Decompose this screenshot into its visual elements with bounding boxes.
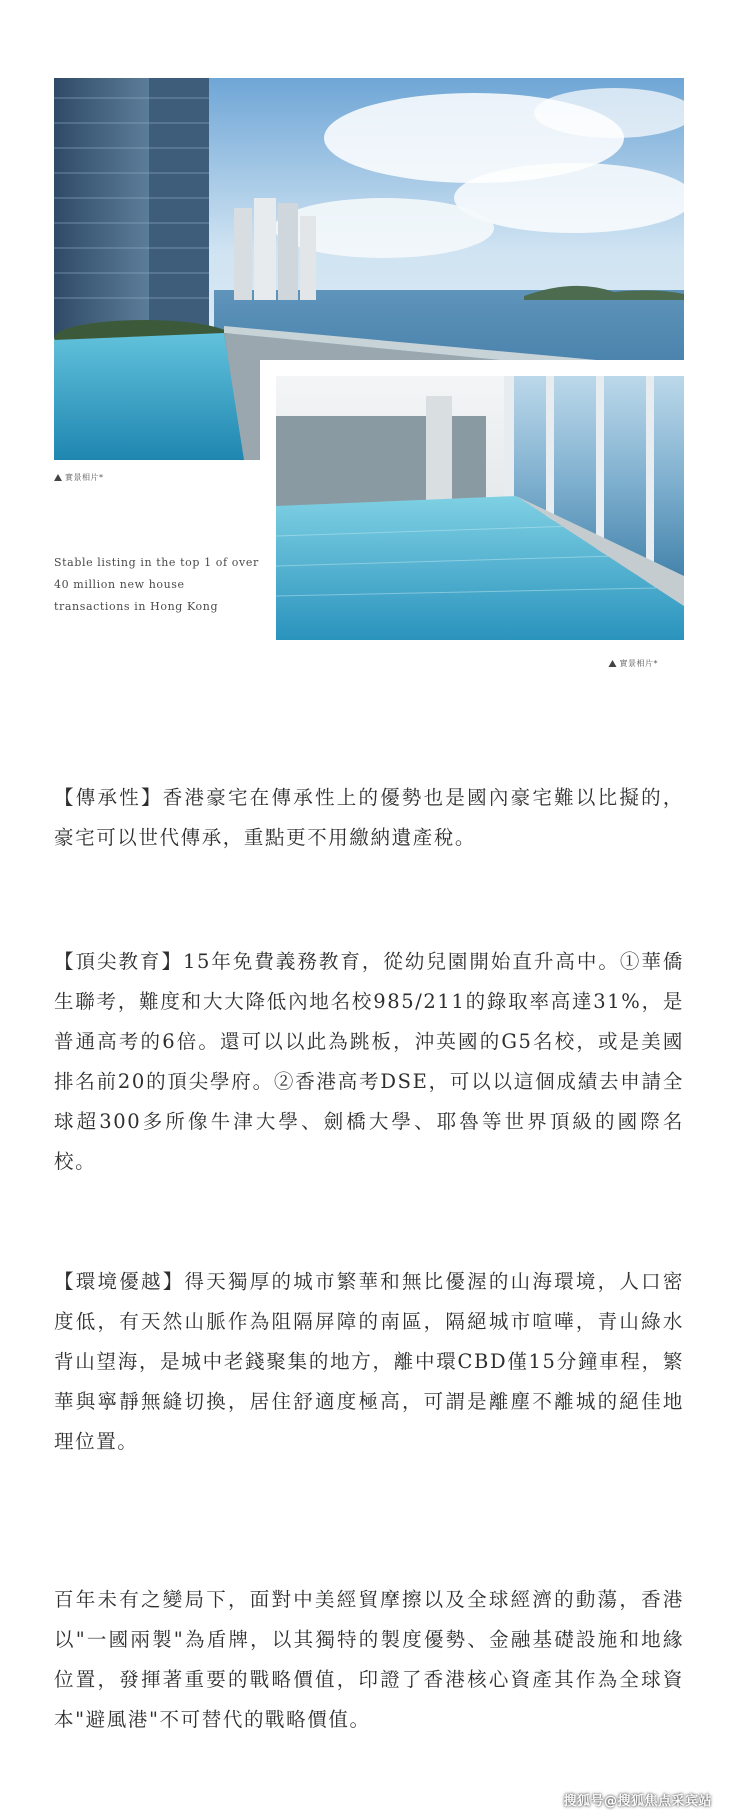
paragraph-education — [54, 942, 684, 1182]
paragraph-text: 香港豪宅在傳承性上的優勢也是國內豪宅難以比擬的，豪宅可以世代傳承，重點更不用繳納遺產稅。 — [54, 786, 684, 849]
paragraph-tag: 【頂尖教育】 — [54, 950, 183, 973]
paragraph-tag: 【傳承性】 — [54, 786, 163, 809]
triangle-icon — [54, 474, 62, 481]
paragraph-text: 15年免費義務教育，從幼兒園開始直升高中。①華僑生聯考，難度和大大降低內地名校985/211的錄取率高達31%，是普通高考的6倍。還可以以此為跳板，沖英國的G5名校，或是美國排名前20的頂尖學府。②香港高考DSE，可以以這個成績去申請全球超300多所像牛津大學、劍橋大學、耶魯等世界頂級的國際名校。 — [54, 950, 684, 1173]
english-tagline: Stable listing in the top 1 of over 40 million new house transactions in Hong Kong — [54, 556, 259, 613]
source-watermark: 搜狐号@搜狐焦点采宾站 — [563, 1794, 712, 1809]
paragraph-text: 得天獨厚的城市繁華和無比優渥的山海環境，人口密度低，有天然山脈作為阻隔屏障的南區，隔絕城市喧嘩，青山綠水背山望海，是城中老錢聚集的地方，離中環CBD僅15分鐘車程，繁華與寧靜無縫切換，居住舒適度極高，可謂是離塵不離城的絕佳地理位置。 — [54, 1270, 684, 1453]
paragraph-tag: 【環境優越】 — [54, 1270, 185, 1293]
indoor-pool-photo — [276, 376, 684, 640]
paragraph-environment — [54, 1262, 684, 1462]
photo-caption-indoor — [609, 658, 659, 669]
triangle-icon — [609, 660, 617, 667]
paragraph-inheritance — [54, 778, 684, 858]
photo-caption-text: 實景相片* — [619, 659, 658, 668]
photo-caption-exterior — [54, 472, 104, 483]
photo-caption-text: 實景相片* — [65, 473, 104, 482]
paragraph-strategic-value — [54, 1580, 684, 1740]
paragraph-text: 百年未有之變局下，面對中美經貿摩擦以及全球經濟的動蕩，香港以"一國兩製"為盾牌，以其獨特的製度優勢、金融基礎設施和地緣位置，發揮著重要的戰略價值，印證了香港核心資產其作為全球資本"避風港"不可替代的戰略價值。 — [54, 1588, 684, 1731]
